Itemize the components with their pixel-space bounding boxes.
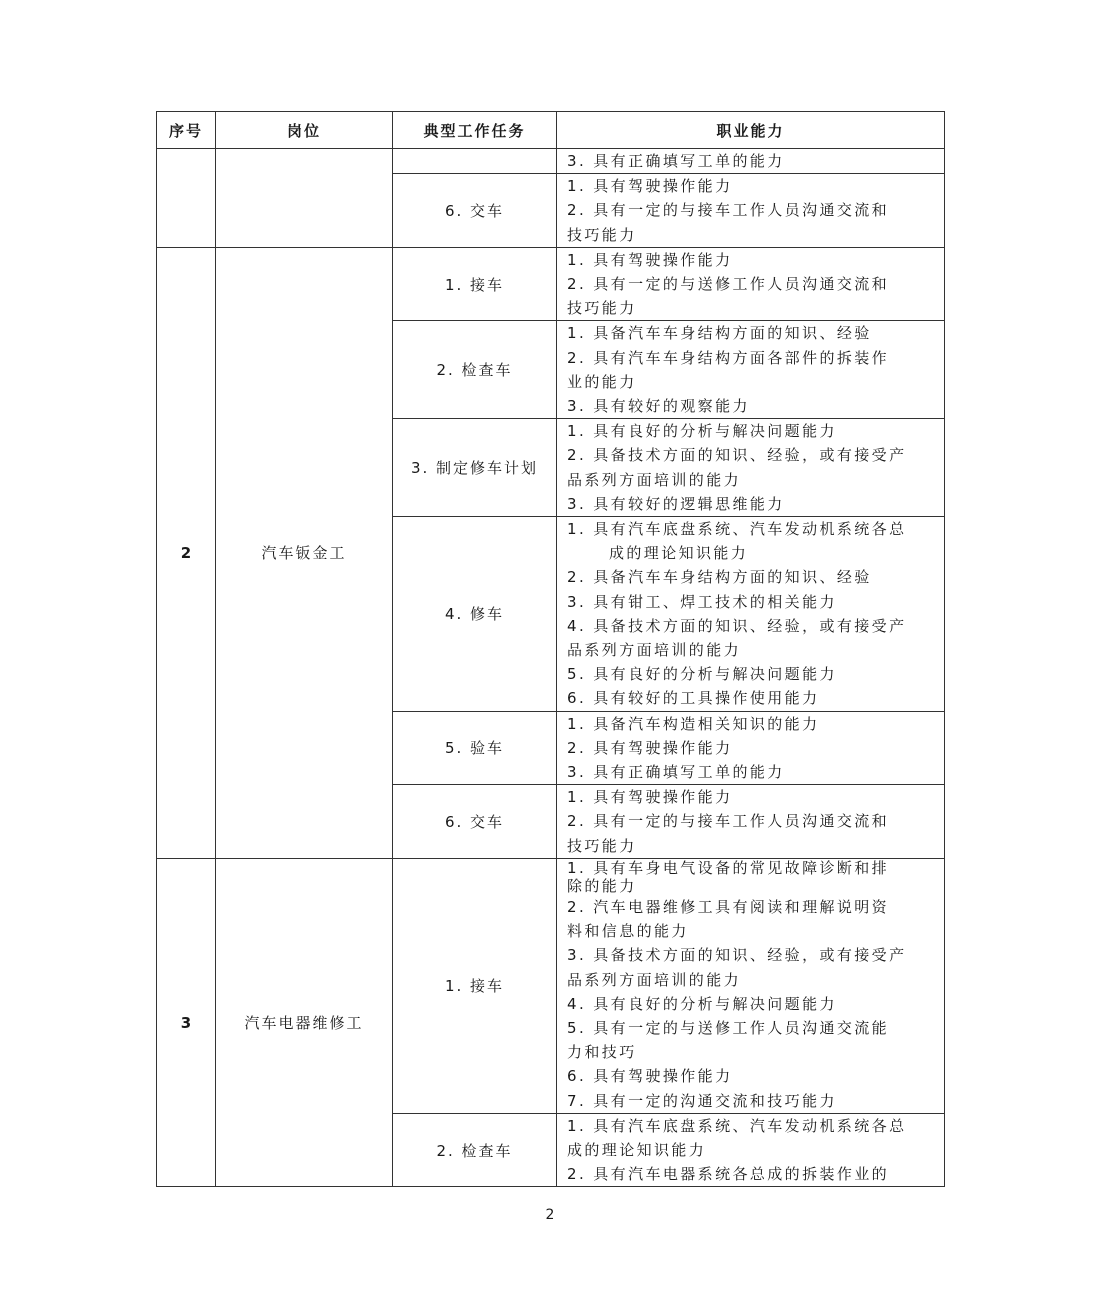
ability-line: 3. 具有正确填写工单的能力 bbox=[567, 763, 785, 782]
ability-line: 2. 具有汽车电器系统各总成的拆装作业的 bbox=[567, 1165, 890, 1184]
ability-line: 品系列方面培训的能力 bbox=[567, 970, 742, 989]
ability-line: 1. 具有车身电气设备的常见故障诊断和排 bbox=[567, 858, 890, 877]
ability-line: 1. 具有汽车底盘系统、汽车发动机系统各总 bbox=[567, 1116, 907, 1135]
ability-list bbox=[557, 149, 945, 174]
ability-list bbox=[557, 1113, 945, 1187]
table-body bbox=[157, 149, 945, 1187]
task-name: 5. 验车 bbox=[393, 711, 557, 785]
header-number: 序号 bbox=[157, 112, 216, 149]
ability-line: 3. 具有较好的逻辑思维能力 bbox=[567, 494, 785, 513]
ability-line: 3. 具有正确填写工单的能力 bbox=[567, 152, 785, 170]
task-name: 6. 交车 bbox=[393, 174, 557, 248]
task-name: 1. 接车 bbox=[393, 858, 557, 1113]
ability-list bbox=[557, 785, 945, 859]
ability-line: 2. 具有驾驶操作能力 bbox=[567, 738, 733, 757]
row-number: 2 bbox=[157, 247, 216, 858]
ability-line: 2. 具有一定的与送修工作人员沟通交流和 bbox=[567, 275, 890, 294]
ability-line: 料和信息的能力 bbox=[567, 922, 689, 941]
header-ability: 职业能力 bbox=[557, 112, 945, 149]
ability-line: 2. 具备技术方面的知识、经验，或有接受产 bbox=[567, 446, 907, 465]
post-name bbox=[216, 149, 393, 248]
ability-line: 1. 具有汽车底盘系统、汽车发动机系统各总 bbox=[567, 520, 907, 539]
competency-table bbox=[156, 111, 945, 1187]
ability-line: 5. 具有一定的与送修工作人员沟通交流能 bbox=[567, 1018, 890, 1037]
ability-line: 1. 具有驾驶操作能力 bbox=[567, 177, 733, 196]
ability-line: 2. 具有一定的与接车工作人员沟通交流和 bbox=[567, 812, 890, 831]
task-name: 4. 修车 bbox=[393, 517, 557, 712]
ability-line: 1. 具有驾驶操作能力 bbox=[567, 250, 733, 269]
ability-list bbox=[557, 858, 945, 1113]
ability-line: 3. 具有较好的观察能力 bbox=[567, 397, 750, 416]
ability-line: 除的能力 bbox=[567, 876, 637, 895]
header-post: 岗位 bbox=[216, 112, 393, 149]
table-header-row bbox=[157, 112, 945, 149]
post-name: 汽车电器维修工 bbox=[216, 858, 393, 1186]
ability-list bbox=[557, 174, 945, 248]
task-name: 1. 接车 bbox=[393, 247, 557, 321]
post-name: 汽车钣金工 bbox=[216, 247, 393, 858]
task-name: 3. 制定修车计划 bbox=[393, 419, 557, 517]
header-task: 典型工作任务 bbox=[393, 112, 557, 149]
ability-list bbox=[557, 247, 945, 321]
ability-line: 3. 具备技术方面的知识、经验，或有接受产 bbox=[567, 946, 907, 965]
ability-line: 品系列方面培训的能力 bbox=[567, 641, 742, 660]
ability-line: 成的理论知识能力 bbox=[567, 1140, 707, 1159]
ability-line: 2. 具有汽车车身结构方面各部件的拆装作 bbox=[567, 348, 890, 367]
ability-line: 4. 具备技术方面的知识、经验，或有接受产 bbox=[567, 616, 907, 635]
ability-line: 3. 具有钳工、焊工技术的相关能力 bbox=[567, 592, 837, 611]
ability-list bbox=[557, 419, 945, 517]
task-name: 6. 交车 bbox=[393, 785, 557, 859]
ability-line: 7. 具有一定的沟通交流和技巧能力 bbox=[567, 1091, 837, 1110]
ability-line: 1. 具有驾驶操作能力 bbox=[567, 788, 733, 807]
table-row bbox=[157, 858, 945, 1113]
task-name: 2. 检查车 bbox=[393, 1113, 557, 1187]
ability-line: 1. 具有良好的分析与解决问题能力 bbox=[567, 422, 837, 441]
ability-line: 2. 具备汽车车身结构方面的知识、经验 bbox=[567, 568, 872, 587]
row-number: 3 bbox=[157, 858, 216, 1186]
ability-line: 5. 具有良好的分析与解决问题能力 bbox=[567, 665, 837, 684]
ability-line: 6. 具有较好的工具操作使用能力 bbox=[567, 689, 820, 708]
ability-line: 技巧能力 bbox=[567, 836, 637, 855]
ability-line: 1. 具备汽车车身结构方面的知识、经验 bbox=[567, 324, 872, 343]
ability-line: 6. 具有驾驶操作能力 bbox=[567, 1067, 733, 1086]
ability-line: 品系列方面培训的能力 bbox=[567, 470, 742, 489]
ability-line: 1. 具备汽车构造相关知识的能力 bbox=[567, 714, 820, 733]
ability-list bbox=[557, 711, 945, 785]
ability-line: 2. 具有一定的与接车工作人员沟通交流和 bbox=[567, 201, 890, 220]
ability-line: 4. 具有良好的分析与解决问题能力 bbox=[567, 994, 837, 1013]
ability-line: 2. 汽车电器维修工具有阅读和理解说明资 bbox=[567, 897, 890, 916]
row-number bbox=[157, 149, 216, 248]
ability-line: 技巧能力 bbox=[567, 299, 637, 318]
task-name: 2. 检查车 bbox=[393, 321, 557, 419]
ability-line: 成的理论知识能力 bbox=[609, 544, 749, 563]
ability-line: 业的能力 bbox=[567, 372, 637, 391]
ability-list bbox=[557, 321, 945, 419]
page-number: 2 bbox=[545, 1207, 555, 1223]
ability-line: 技巧能力 bbox=[567, 225, 637, 244]
ability-list bbox=[557, 517, 945, 712]
table-row bbox=[157, 247, 945, 321]
task-name bbox=[393, 149, 557, 174]
table-row bbox=[157, 149, 945, 174]
ability-line: 力和技巧 bbox=[567, 1043, 637, 1062]
